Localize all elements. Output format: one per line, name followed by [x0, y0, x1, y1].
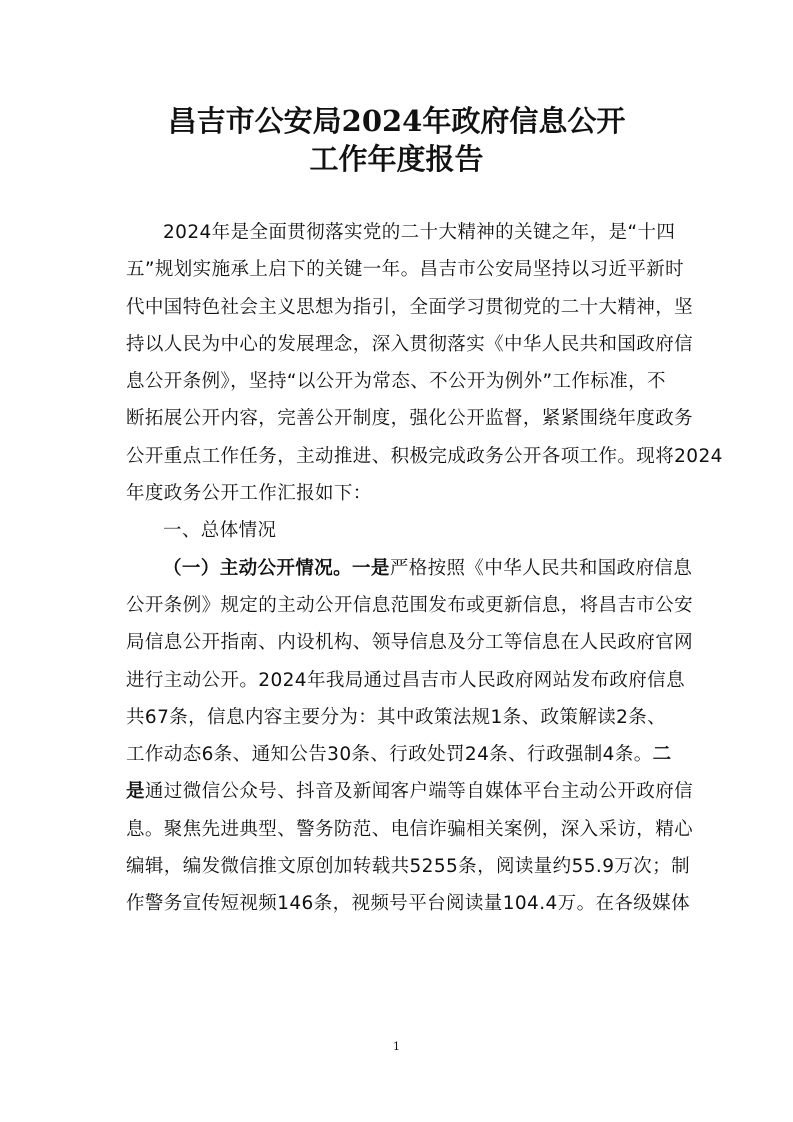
- intro-line: 2024年是全面贯彻落实党的二十大精神的关键之年，是“十四: [163, 222, 676, 243]
- subsection-line: 作警务宣传短视频146条，视频号平台阅读量104.4万。在各级媒体: [126, 893, 690, 915]
- intro-line: 年度政务公开工作汇报如下：: [126, 483, 372, 505]
- document-body: [126, 214, 723, 923]
- subsection-line: [126, 773, 694, 810]
- section-heading-overview: 一、总体情况: [163, 520, 277, 542]
- subsection-line: 编辑，编发微信推文原创加转载共5255条，阅读量约55.9万次；制: [126, 856, 690, 878]
- document-title-line-1: 昌吉市公安局2024年政府信息公开: [167, 104, 626, 138]
- first-line-text: 严格按照《中华人民共和国政府信息: [389, 557, 693, 579]
- line-text: 工作动态6条、通知公告30条、行政处罚24条、行政强制4条。: [126, 744, 653, 766]
- page-number: 1: [393, 1040, 400, 1053]
- line-text: 通过微信公众号、抖音及新闻客户端等自媒体平台主动公开政府信: [144, 781, 694, 803]
- second-point-marker-part1: 二: [652, 744, 672, 766]
- intro-line: 五”规划实施承上启下的关键一年。昌吉市公安局坚持以习近平新时: [126, 259, 685, 281]
- intro-line: 断拓展公开内容，完善公开制度，强化公开监督，紧紧围绕年度政务: [126, 408, 694, 430]
- intro-line: 息公开条例》，坚持“以公开为常态、不公开为例外”工作标准，不: [126, 371, 666, 393]
- subsection-line: 局信息公开指南、内设机构、领导信息及分工等信息在人民政府官网: [126, 632, 694, 654]
- second-point-marker-part2: 是: [126, 781, 145, 803]
- subsection-line: [126, 736, 686, 773]
- subsection-line: 共67条，信息内容主要分为：其中政策法规1条、政策解读2条、: [126, 706, 667, 728]
- intro-line: 代中国特色社会主义思想为指引，全面学习贯彻党的二十大精神，坚: [126, 296, 694, 318]
- intro-line: 持以人民为中心的发展理念，深入贯彻落实《中华人民共和国政府信: [126, 333, 694, 355]
- intro-line: 公开重点工作任务，主动推进、积极完成政务公开各项工作。现将2024: [126, 445, 723, 467]
- first-point-marker: 一是: [352, 557, 390, 579]
- subsection-proactive-disclosure: [126, 550, 694, 923]
- subsection-heading: （一）主动公开情况。: [163, 557, 353, 579]
- subsection-line: 公开条例》规定的主动公开信息范围发布或更新信息，将昌吉市公安: [126, 594, 694, 616]
- intro-paragraph: [126, 214, 723, 512]
- subsection-line: 息。聚焦先进典型、警务防范、电信诈骗相关案例，深入采访，精心: [126, 818, 694, 840]
- subsection-first-line: [126, 550, 693, 587]
- subsection-line: 进行主动公开。2024年我局通过昌吉市人民政府网站发布政府信息: [126, 669, 685, 691]
- document-title-line-2: 工作年度报告: [309, 142, 484, 176]
